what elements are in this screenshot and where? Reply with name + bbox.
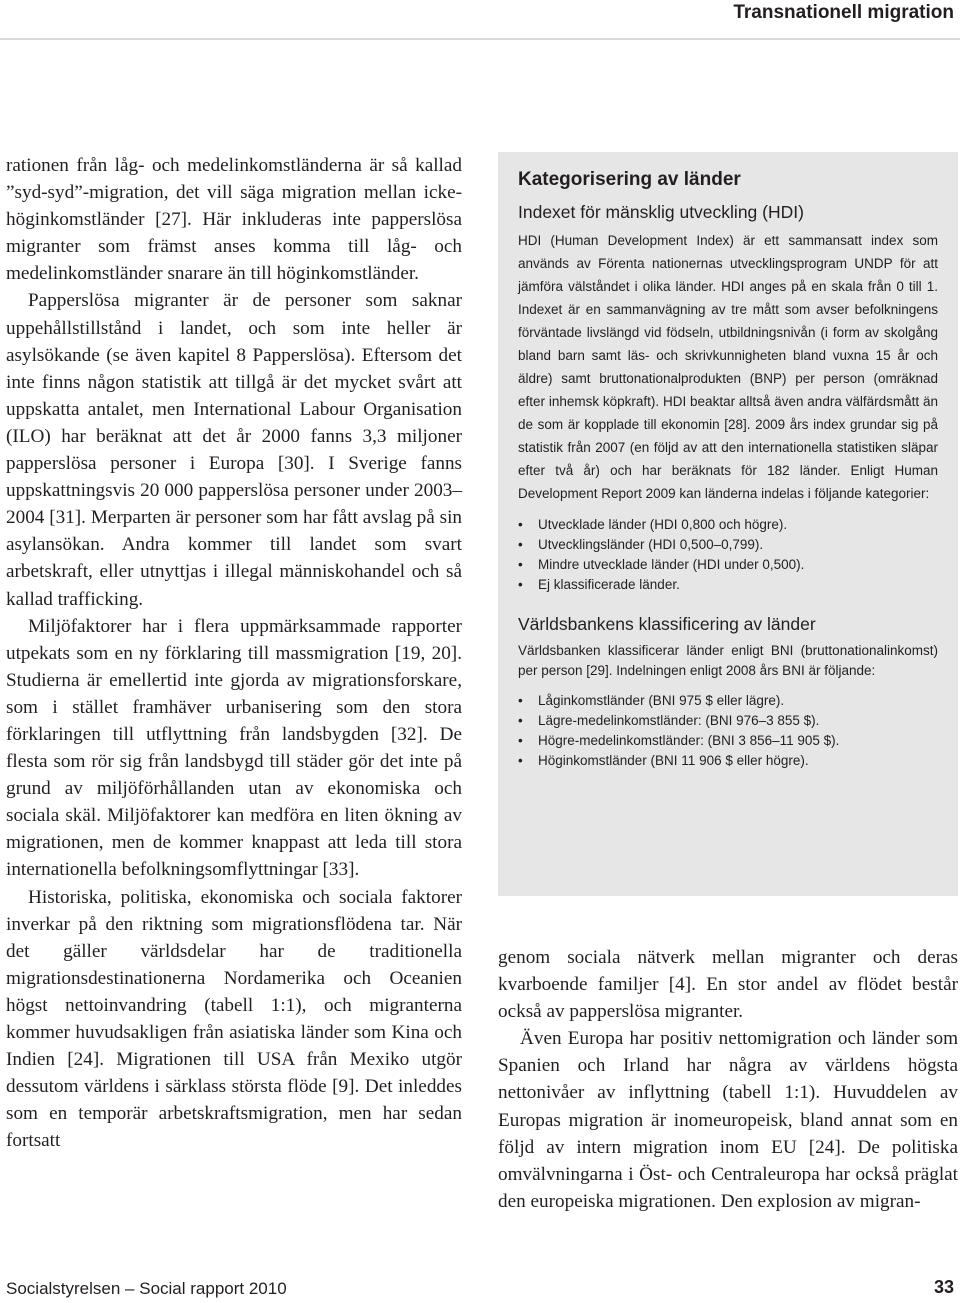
paragraph: rationen från låg- och medelinkomstländerna är så kallad ”syd-syd”-migration, det vill säga migration mellan icke-höginkomstländer [27]. Här inkluderas inte papperslösa migranter som främst anses komma till låg- och medelinkomstländer snarare än till höginkomstländer. <box>6 155 462 285</box>
list-item-text: Ej klassificerade länder. <box>538 577 680 592</box>
page-header <box>0 0 960 40</box>
page-number: 33 <box>933 1277 954 1297</box>
bullet-icon: • <box>518 557 523 572</box>
footer-source: Socialstyrelsen – Social rapport 2010 <box>6 1279 287 1298</box>
list-item-text: Lägre-medelinkomstländer: (BNI 976–3 855 $). <box>538 713 820 728</box>
list-item-text: Höginkomstländer (BNI 11 906 $ eller högre). <box>538 753 809 768</box>
list-item-text: Mindre utvecklade länder (HDI under 0,500). <box>538 557 805 572</box>
factbox-title: Kategorisering av länder <box>518 169 741 190</box>
list-item-text: Låginkomstländer (BNI 975 $ eller lägre). <box>538 693 785 708</box>
bullet-icon: • <box>518 517 523 532</box>
list-item <box>518 555 938 575</box>
worldbank-list <box>518 691 938 771</box>
paragraph: Historiska, politiska, ekonomiska och sociala faktorer inverkar på den riktning som migrationsflödena tar. När det gäller världsdelar har de traditionella migrationsdestinationerna Nordamerika och Oceanien högst nettoinvandring (tabell 1:1), och migranterna kommer huvudsakligen från asiatiska länder som Kina och Indien [24]. Migrationen till USA från Mexiko utgör dessutom världens i särklass största flöde [9]. Det inleddes som en temporär arbetskraftsmigration, men har sedan fortsatt <box>6 886 462 1152</box>
list-item <box>518 535 938 555</box>
hdi-list <box>518 515 938 595</box>
fact-box <box>498 152 958 896</box>
worldbank-heading: Världsbankens klassificering av länder <box>518 614 816 634</box>
list-item <box>518 515 938 535</box>
bullet-icon: • <box>518 577 523 592</box>
list-item <box>518 711 938 731</box>
list-item-text: Utvecklingsländer (HDI 0,500–0,799). <box>538 537 764 552</box>
hdi-text: HDI (Human Development Index) är ett sammansatt index som används av Förenta nationernas utvecklingsprogram UNDP för att jämföra välståndet i olika länder. HDI anges på en skala från 0 till 1. Indexet är en sammanvägning av tre mått som avser befolkningens förväntade livslängd vid födseln, utbildningsnivån (i form av skolgång bland barn samt läs- och skrivkunnigheten bland vuxna 15 år och äldre) samt bruttonationalprodukten (BNP) per person (omräknad efter inhemsk köpkraft). HDI beaktar alltså även andra välfärdsmått än de som är kopplade till ekonomin [28]. 2009 års index grundar sig på statistik från 2007 (en följd av att den internationella statistiken släpar efter två år) och har beräknats för 182 länder. Enligt Human Development Report 2009 kan länderna indelas i följande kategorier: <box>518 233 938 501</box>
list-item <box>518 751 938 771</box>
bullet-icon: • <box>518 693 523 708</box>
paragraph: Miljöfaktorer har i flera uppmärksammade rapporter utpekats som en ny förklaring till massmigration [19, 20]. Studierna är emellertid inte gjorda av migrationsforskare, som i stället framhäver urbanisering som den stora förklaringen till utflyttning från landsbygden [32]. De flesta som rör sig från landsbygd till städer gör det inte på grund av miljöförhållanden utan av ekonomiska och sociala skäl. Miljöfaktorer kan medföra en liten ökning av migrationen, men de kommer knappast att leda till stora internationella befolkningsomflyttningar [33]. <box>6 615 462 881</box>
list-item-text: Högre-medelinkomstländer: (BNI 3 856–11 905 $). <box>538 733 840 748</box>
bullet-icon: • <box>518 733 523 748</box>
right-column <box>498 944 958 1215</box>
bullet-icon: • <box>518 713 523 728</box>
hdi-heading: Indexet för mänsklig utveckling (HDI) <box>518 202 804 222</box>
bullet-icon: • <box>518 753 523 768</box>
list-item <box>518 575 938 595</box>
worldbank-text: Världsbanken klassificerar länder enligt BNI (bruttonationalinkomst) per person [29]. Indelningen enligt 2008 års BNI är följande: <box>518 643 938 678</box>
list-item <box>518 691 938 711</box>
paragraph: Papperslösa migranter är de personer som saknar uppehållstillstånd i landet, och som inte heller är asylsökande (se även kapitel 8 Papperslösa). Eftersom det inte finns någon statistik att tillgå är det mycket svårt att uppskatta antalet, men International Labour Organisation (ILO) har beräknat att det år 2000 fanns 3,3 miljoner papperslösa personer i Europa [30]. I Sverige fanns uppskattningsvis 20 000 papperslösa personer under 2003–2004 [31]. Merparten är personer som har fått avslag på sin asylansökan. Andra kommer till landet som svart arbetskraft, eller utnyttjas i illegal människohandel och så kallad trafficking. <box>6 290 462 610</box>
list-item <box>518 731 938 751</box>
paragraph: Även Europa har positiv nettomigration och länder som Spanien och Irland har några av världens högsta nettonivåer av inflyttning (tabell 1:1). Huvuddelen av Europas migration är inomeuropeisk, bland annat som en följd av intern migration inom EU [24]. De politiska omvälvningarna i Öst- och Centraleuropa har också präglat den europeiska migrationen. Den explosion av migran- <box>498 1028 958 1212</box>
list-item-text: Utvecklade länder (HDI 0,800 och högre). <box>538 517 788 532</box>
bullet-icon: • <box>518 537 523 552</box>
header-divider <box>0 38 960 40</box>
paragraph: genom sociala nätverk mellan migranter och deras kvarboende familjer [4]. En stor andel av flödet består också av papperslösa migranter. <box>498 947 958 1023</box>
left-column <box>6 152 462 1154</box>
header-title: Transnationell migration <box>733 2 954 23</box>
